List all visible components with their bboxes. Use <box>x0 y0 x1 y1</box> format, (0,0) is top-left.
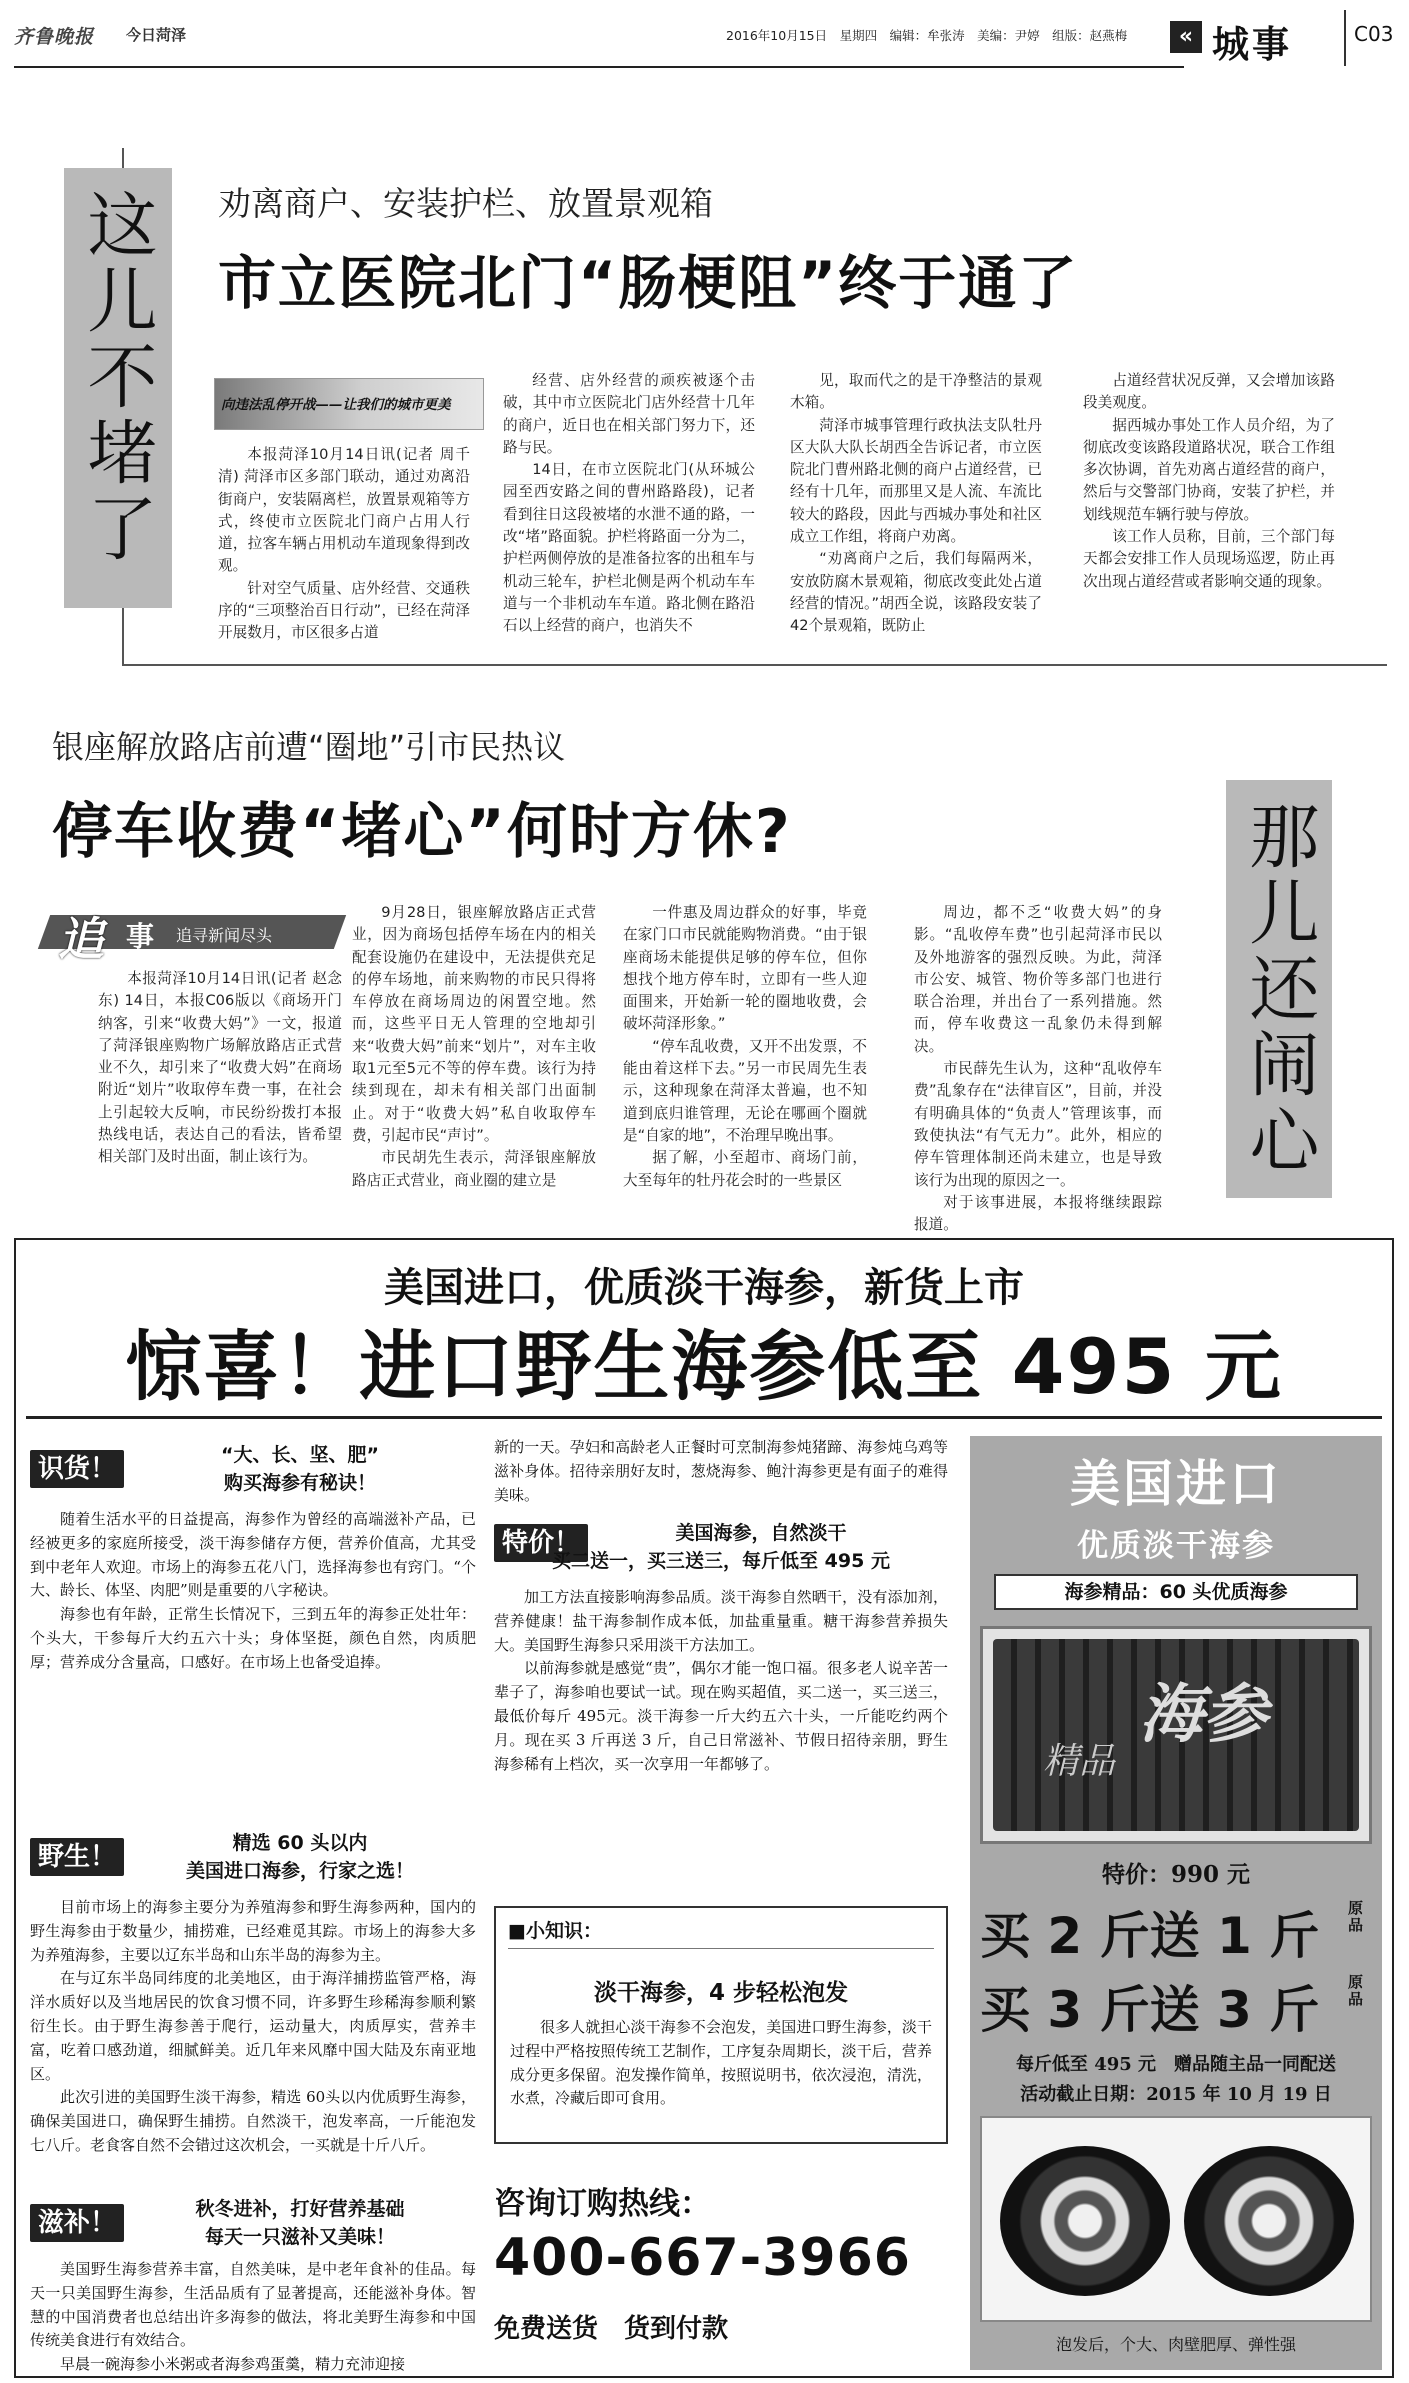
sec1-tag: 识货！ <box>30 1450 124 1488</box>
promo-row-2 <box>980 1970 1380 2039</box>
paragraph: 海参也有年龄，正常生长情况下，三到五年的海参正处壮年：个头大，干参每斤大约五六十头；身体坚挺，颜色自然，肉质肥厚；营养成分含量高，口感好。在市场上也备受追捧。 <box>30 1605 476 1671</box>
panel-deadline: 活动截止日期：2015 年 10 月 19 日 <box>1020 2084 1332 2105</box>
paragraph: 市民薛先生认为，这种“乱收停车费”乱象存在“法律盲区”，目前，并没有明确具体的“负责人”管理该事，而致使执法“有气无力”。此外，相应的停车管理体制还尚未建立，也是导致该行为出现的原因之一。 <box>914 1060 1162 1189</box>
sec4-body <box>494 1586 948 1886</box>
sec2-header <box>30 1824 476 1890</box>
page-code: C03 <box>1354 22 1394 46</box>
paragraph: 经营、店外经营的顽疾被逐个击破，其中市立医院北门店外经营十几年的商户，近日也在相关部门努力下，还路与民。 <box>503 372 755 456</box>
panel-low-price: 每斤低至 495 元 赠品随主品一同配送 <box>1015 2054 1337 2075</box>
paragraph: 占道经营状况反弹，又会增加该路段美观度。 <box>1083 372 1335 412</box>
sec3-header <box>30 2192 476 2254</box>
sec4-header <box>494 1516 948 1580</box>
sec1-title2: 购买海参有秘诀！ <box>223 1472 376 1494</box>
paragraph: 菏泽市城事管理行政执法支队牡丹区大队大队长胡西全告诉记者，市立医院北门曹州路北侧的商户占道经营，已经有十几年，而那里又是人流、车流比较大的路段，因此与西城办事处和社区成立工作组，将商户劝离。 <box>790 416 1042 546</box>
masthead <box>14 10 1394 66</box>
paragraph: 随着生活水平的日益提高，海参作为曾经的高端滋补产品，已经被更多的家庭所接受，淡干海参储存方便，营养价值高，尤其受到中老年人欢迎。市场上的海参五花八门，选择海参也有窍门。“个大、龄长、体坚、肉肥”则是重要的八字秘诀。 <box>30 1510 476 1600</box>
story2-col2 <box>352 902 596 1194</box>
paragraph: 以前海参就是感觉“贵”，偶尔才能一饱口福。很多老人说辛苦一辈子了，海参咱也要试一试。现在购买超值，买二送一，买三送三，最低价每斤 495元。淡干海参一斤大约五六十头，一斤能吃约两个月。现在买 3 斤再送 3 斤，自己日常滋补、节假日招待亲朋，野生海参稀有上档次，买一次享用一年都够了。 <box>494 1659 948 1773</box>
tip-title: 淡干海参，4 步轻松泡发 <box>593 1980 848 2006</box>
sea-cucumber-right <box>1184 2146 1354 2296</box>
sec3-body <box>30 2258 476 2372</box>
sec1-body <box>30 1508 476 1818</box>
story1-kicker: 劝离商户、安装护栏、放置景观箱 <box>218 184 713 223</box>
promo1-note: 原品 <box>1348 1899 1364 1934</box>
paragraph: “劝离商户之后，我们每隔两米，安放防腐木景观箱，彻底改变此处占道经营的情况。”胡西全说，该路段安装了42个景观箱，既防止 <box>790 550 1042 635</box>
story1-col4 <box>1083 370 1335 656</box>
hotline-note: 免费送货 货到付款 <box>494 2314 729 2344</box>
sec4-title2: 买二送一，买三送三，每斤低至 495 元 <box>552 1550 890 1572</box>
paragraph: 针对空气质量、店外经营、交通秩序的“三项整治百日行动”，已经在菏泽开展数月，市区很多占道 <box>218 579 470 642</box>
paragraph: 加工方法直接影响海参品质。淡干海参自然晒干，没有添加剂，营养健康！盐干海参制作成本低，加盐重量重。糖干海参营养损失大。美国野生海参只采用淡干方法加工。 <box>494 1588 948 1654</box>
paragraph: 据了解，小至超市、商场门前，大至每年的牡丹花会时的一些景区 <box>623 1149 867 1189</box>
story2-kicker: 银座解放路店前遭“圈地”引市民热议 <box>52 728 566 766</box>
section-badge <box>1166 12 1342 66</box>
promo-row-1 <box>980 1896 1380 1965</box>
badge-main-char: 追 <box>58 912 104 966</box>
sea-cucumber-left <box>1000 2146 1170 2296</box>
story1-side-label: 这儿不堵了 <box>76 188 158 568</box>
section-label: 城事 <box>1212 23 1292 66</box>
masthead-rule <box>14 66 1184 68</box>
advertisement <box>14 1238 1394 2378</box>
sec3-title2: 每天一只滋补又美味！ <box>204 2226 395 2248</box>
sec2-title2: 美国进口海参，行家之选！ <box>185 1860 414 1882</box>
tip-label-rule <box>508 1948 934 1949</box>
paragraph: 该工作人员称，目前，三个部门每天都会安排工作人员现场巡逻，防止再次出现占道经营或者影响交通的现象。 <box>1083 528 1335 590</box>
promo1-text: 买 2 斤送 1 斤 <box>980 1907 1320 1965</box>
paragraph: 美国野生海参营养丰富，自然美味，是中老年食补的佳品。每天一只美国野生海参，生活品质有了显著提高，还能滋补身体。智慧的中国消费者也总结出许多海参的做法，将北美野生海参和中国传统美食进行有效结合。 <box>30 2260 476 2350</box>
paragraph: 9月28日，银座解放路店正式营业，因为商场包括停车场在内的相关配套设施仍在建设中，无法提供充足的停车场地，前来购物的市民只得将车停放在商场周边的闲置空地。然而，这些平日无人管理的空地却引来“收费大妈”前来“划片”，对车主收取1元至5元不等的停车费。该行为持续到现在，却未有相关部门出面制止。对于“收费大妈”私自收取停车费，引起市民“声讨”。 <box>352 904 596 1144</box>
story1-headline: 市立医院北门“肠梗阻”终于通了 <box>218 249 1079 317</box>
paragraph: 本报菏泽10月14日讯(记者 赵念东) 14日，本报C06版以《商场开门纳客，引来“收费大妈”》一文，报道了菏泽银座购物广场解放路店正式营业不久，却引来了“收费大妈”在商场附近“划片”收取停车费一事，在社会上引起较大反响，市民纷纷拨打本报热线电话，表达自己的看法，皆希望相关部门及时出面，制止该行为。 <box>98 970 342 1166</box>
ad-headline-rule <box>26 1416 1382 1419</box>
ad-headline: 惊喜！进口野生海参低至 495 元 <box>125 1322 1283 1411</box>
sec1-header <box>30 1436 476 1502</box>
badge-second-char: 事 <box>126 920 155 953</box>
paragraph: 周边，都不乏“收费大妈”的身影。“乱收停车费”也引起菏泽市民以及外地游客的强烈反映。为此，菏泽市公安、城管、物价等多部门也进行联合治理，并出台了一系列措施。然而，停车收费这一乱象仍未得到解决。 <box>914 904 1162 1055</box>
sec1-title1: “大、长、坚、肥” <box>221 1444 379 1466</box>
ad-middle-column <box>494 1436 948 2372</box>
paragraph: 本报菏泽10月14日讯(记者 周千清) 菏泽市区多部门联动，通过劝离沿街商户，安装隔离栏，放置景观箱等方式，终使市立医院北门商户占用人行道，拉客车辆占用机动车道现象得到改观。 <box>218 446 470 575</box>
tip-body <box>510 2016 932 2138</box>
promo2-text: 买 3 斤送 3 斤 <box>980 1981 1320 2039</box>
hotline-label: 咨询订购热线： <box>494 2186 711 2222</box>
paragraph: 一件惠及周边群众的好事，毕竟在家门口市民就能购物消费。“由于银座商场未能提供足够的停车位，但你想找个地方停车时，立即有一些人迎面围来，开始新一轮的圈地收费，会破坏菏泽形象。” <box>623 904 867 1033</box>
date-line: 2016年10月15日 星期四 编辑：牟张涛 美编：尹婷 组版：赵燕梅 <box>726 28 1128 43</box>
story1-side-panel <box>64 168 172 608</box>
story1-frame-bottom <box>122 664 1387 666</box>
paragraph: 14日，在市立医院北门(从环城公园至西安路之间的曹州路路段)，记者看到往日这段被堵的水泄不通的路，一改“堵”路面貌。护栏将路面一分为二，护栏两侧停放的是准备拉客的出租车与机动三轮车，护栏北侧是两个机动车车道与一个非机动车车道。路北侧在路沿石以上经营的商户，也消失不 <box>503 461 755 635</box>
story2-side-label: 那儿还闹心 <box>1238 800 1320 1180</box>
paragraph: 市民胡先生表示，菏泽银座解放路店正式营业，商业圈的建立是 <box>352 1149 596 1189</box>
header-divider <box>1344 10 1346 66</box>
sec2-title1: 精选 60 头以内 <box>232 1832 368 1854</box>
story2-col4 <box>914 902 1162 1234</box>
story2-col3 <box>623 902 867 1194</box>
badge-subtitle: 追寻新闻尽头 <box>176 926 273 945</box>
sec2-body <box>30 1896 476 2186</box>
panel-line1: 美国进口 <box>1070 1455 1282 1513</box>
panel-product: 海参精品：60 头优质海参 <box>994 1574 1358 1610</box>
section-name: 今日菏泽 <box>126 26 187 44</box>
panel-price: 特价：990 元 <box>1101 1861 1251 1888</box>
paragraph: 据西城办事处工作人员介绍，为了彻底改变该路段道路状况，联合工作组多次协调，首先劝离占道经营的商户，然后与交警部门协商，安装了护栏，并划线规范车辆行驶与停放。 <box>1083 416 1335 523</box>
story1-col1 <box>218 444 470 650</box>
paragraph: 此次引进的美国野生淡干海参，精选 60头以内优质野生海参，确保美国进口，确保野生捕捞。自然淡干，泡发率高，一斤能泡发七八斤。老食客自然不会错过这次机会，一买就是十斤八斤。 <box>30 2088 476 2154</box>
tip-box <box>494 1906 948 2144</box>
paragraph: 见，取而代之的是干净整洁的景观木箱。 <box>790 372 1042 412</box>
ad-left-column <box>30 1436 476 2372</box>
story2-column-badge <box>44 905 344 966</box>
sec3-title1: 秋冬进补，打好营养基础 <box>195 2198 405 2220</box>
paragraph: 对于该事进展，本报将继续跟踪报道。 <box>914 1193 1162 1234</box>
paragraph: 新的一天。孕妇和高龄老人正餐时可烹制海参炖猪蹄、海参炖乌鸡等滋补身体。招待亲朋好友时，葱烧海参、鲍汁海参更是有面子的难得美味。 <box>494 1438 948 1504</box>
story1-col2 <box>503 370 755 656</box>
box-text-large: 海参 <box>1139 1677 1267 1752</box>
story2-side-panel <box>1226 780 1332 1198</box>
story2-col1 <box>98 968 342 1188</box>
paragraph: 在与辽东半岛同纬度的北美地区，由于海洋捕捞监管严格，海洋水质好以及当地居民的饮食习惯不同，许多野生珍稀海参顺利繁衍生长。由于野生海参善于爬行，运动量大，肉质厚实，营养丰富，吃着口感劲道，细腻鲜美。近几年来风靡中国大陆及东南亚地区。 <box>30 1969 476 2083</box>
panel-line2: 优质淡干海参 <box>1077 1528 1275 1564</box>
product-photo-box <box>980 1626 1372 1844</box>
box-text-small: 精品 <box>1043 1741 1116 1782</box>
story1-banner-image <box>214 378 484 430</box>
sec4-title1: 美国海参，自然淡干 <box>675 1522 847 1544</box>
paper-logo: 齐鲁晚报 <box>14 26 95 48</box>
sec2-tag: 野生！ <box>30 1838 124 1876</box>
paragraph: 目前市场上的海参主要分为养殖海参和野生海参两种，国内的野生海参由于数量少，捕捞难，已经难觅其踪。市场上的海参大多为养殖海参，主要以辽东半岛和山东半岛的海参为主。 <box>30 1898 476 1964</box>
story1-banner-text: 向违法乱停开战——让我们的城市更美 <box>221 397 451 413</box>
double-chevron-icon: « <box>1170 21 1202 53</box>
promo2-note: 原品 <box>1348 1973 1364 2008</box>
ad-right-panel <box>970 1436 1382 2370</box>
hotline-number[interactable]: 400-667-3966 <box>494 2228 911 2288</box>
story1-col3 <box>790 370 1042 656</box>
story2-headline: 停车收费“堵心”何时方休? <box>52 797 792 867</box>
tip-label: ■小知识： <box>508 1920 602 1942</box>
panel-caption: 泡发后，个大、肉壁肥厚、弹性强 <box>1055 2335 1296 2354</box>
sec4-tag: 特价！ <box>494 1524 588 1562</box>
mid-top-body <box>494 1436 948 1510</box>
sec3-tag: 滋补！ <box>30 2204 124 2242</box>
soaked-photo-box <box>980 2116 1372 2322</box>
paragraph: 很多人就担心淡干海参不会泡发，美国进口野生海参，淡干过程中严格按照传统工艺制作，工序复杂周期长，淡干后，营养成分更多保留。泡发操作简单，按照说明书，依次浸泡，清洗，水煮，冷藏后即可食用。 <box>510 2018 932 2108</box>
paragraph: “停车乱收费，又开不出发票，不能由着这样下去。”另一市民周先生表示，这种现象在菏泽太普遍，也不知道到底归谁管理，无论在哪画个圈就是“自家的地”，不治理早晚出事。 <box>623 1037 867 1144</box>
ad-top-line: 美国进口，优质淡干海参，新货上市 <box>384 1264 1024 1311</box>
paragraph: 早晨一碗海参小米粥或者海参鸡蛋羹，精力充沛迎接 <box>60 2355 406 2374</box>
